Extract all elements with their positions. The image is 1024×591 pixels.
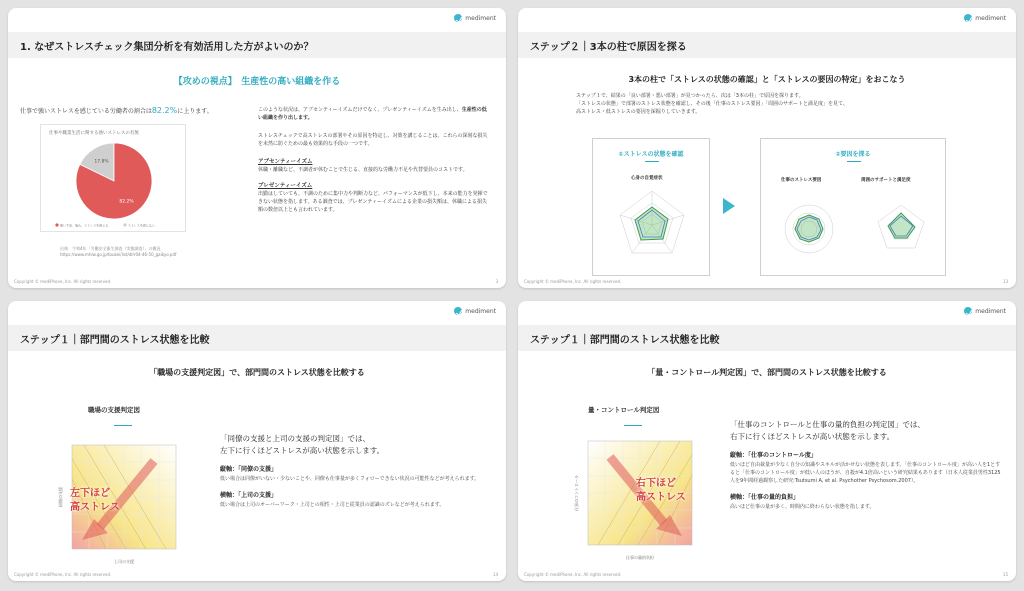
box-title: ①ストレスの状態を確認: [618, 151, 684, 158]
horizontal-axis-term: 横軸：「上司の支援」: [220, 492, 278, 499]
pie-chart-box: [40, 124, 186, 232]
legend-swatch: [123, 223, 126, 226]
page-number: 3: [495, 279, 498, 284]
slide-title: ステップ１｜部門間のストレス状態を比較: [20, 335, 210, 346]
radar-label-support: 周囲のサポートと満足度: [861, 178, 911, 183]
logo: [454, 307, 496, 315]
logo-text: mediment: [975, 307, 1006, 315]
headline: 「量・コントロール判定図」で、部門間のストレス状態を比較する: [647, 368, 887, 377]
radar-chart-symptoms: [593, 139, 711, 277]
slide-title: ステップ２｜3本の柱で原因を探る: [530, 42, 687, 53]
footer-copyright: Copyright © mediPhone, Inc. All rights reserved.: [524, 279, 622, 284]
x-axis-label: 仕事の量的負担: [626, 555, 654, 560]
logo: [964, 307, 1006, 315]
description-main-line-1: 「仕事のコントロールと仕事の量的負担の判定図」では、: [730, 420, 925, 429]
vertical-axis-term: 縦軸：「仕事のコントロール度」: [730, 452, 817, 459]
vertical-axis-text: 低い場合は同僚がいない・少ないことや、同僚も仕事量が多くフォローできない状況の可能性などが考えられます。: [220, 476, 480, 482]
paragraph-2: ストレスチェックで高ストレスの部署やその原因を特定し、対策を講じることは、これらの深刻な損失を未然に防ぐための最も効果的な手段の一つです。: [258, 133, 488, 147]
horizontal-axis-text: 低い場合は上司のオーバーワーク・上司との相性・上司と従業員の認識のズレなどが考えられます。: [220, 502, 445, 508]
description-main-line-2: 右下に行くほどストレスが高い状態を示します。: [730, 432, 895, 441]
chart-title: 職場の支援判定図: [88, 406, 140, 414]
legend-label: ストレスを感じない: [128, 223, 155, 228]
description: [730, 419, 1002, 519]
body-line-1: ステップ１で、結果の「良い部署・悪い部署」が見つかったら、次は「3本の柱」で原因を探ります。: [576, 93, 804, 99]
headline: 「職場の支援判定図」で、部門間のストレス状態を比較する: [149, 368, 365, 377]
chart-title-rule: [114, 425, 132, 426]
footer-copyright: Copyright © mediPhone, Inc. All rights reserved.: [14, 572, 112, 577]
slide-demand-control-chart: [518, 301, 1016, 581]
stress-state-box: [592, 138, 710, 276]
description-main: [220, 433, 490, 457]
logo-text: mediment: [465, 14, 496, 22]
logo: [454, 14, 496, 22]
legend-label: 強い不安、悩み、ストレスを感じる: [60, 223, 109, 228]
description-main-line-2: 左下に行くほどストレスが高い状態を示します。: [220, 446, 385, 455]
body-line-3: 高ストレス・低ストレスの要因を深掘りしていきます。: [576, 109, 701, 115]
slide-header: [518, 325, 1016, 351]
radar-label-symptoms: 心身の自覚症状: [631, 176, 663, 181]
high-stress-overlay: [70, 487, 120, 515]
overlay-line-1: 右下ほど: [636, 478, 676, 489]
pie-chart: [41, 125, 187, 233]
page-number: 13: [1002, 279, 1008, 284]
viewpoint-heading: 【攻めの視点】 生産性の高い組織を作る: [173, 77, 341, 87]
logo: [964, 14, 1006, 22]
overlay-line-2: 高ストレス: [70, 502, 120, 513]
radar-charts-causes: [761, 139, 947, 277]
term-presenteeism: プレゼンティーイズム: [258, 183, 313, 189]
slide-three-pillars: [518, 8, 1016, 288]
source-note: [60, 246, 210, 258]
term-presenteeism-text: 出勤はしていても、不調のために集中力や判断力など、パフォーマンスが低下し、本来の能力を発揮できない状態を指します。ある調査では、プレゼンティーイズムによる企業の損失額は、休職による損失額の数倍以上とも言われています。: [258, 191, 488, 213]
horizontal-axis-term: 横軸：「仕事の量的負担」: [730, 494, 800, 501]
horizontal-axis-text: 高いほど仕事の量が多く、時間内に終わらない状態を指します。: [730, 504, 875, 510]
y-axis-label: 仕事のコントロール: [574, 475, 579, 511]
logo-text: mediment: [975, 14, 1006, 22]
overlay-line-2: 高ストレス: [636, 492, 686, 503]
pie-chart-title: 仕事や職業生活に関する強いストレスの有無: [49, 131, 139, 136]
footer-copyright: Copyright © mediPhone, Inc. All rights reserved.: [524, 572, 622, 577]
description: [220, 433, 490, 517]
body-line-2: 「ストレスの状態」で部署のストレス状態を確認し、その後「仕事のストレス要因」「周囲のサポートと満足度」を見て、: [576, 101, 848, 107]
intro-percentage: 82.2%: [151, 106, 178, 115]
box-title: ②要因を探る: [835, 151, 871, 158]
pie-slice-label: 82.2%: [119, 199, 134, 205]
paragraph-1-text: このような状況は、アブセンティーイズムだけでなく、プレゼンティーイズムを生み出し、: [258, 107, 462, 113]
radar-label-stress-factors: 仕事のストレス要因: [781, 178, 822, 183]
x-axis-label: 上司の支援: [114, 559, 134, 564]
explanation-column: [258, 106, 490, 222]
slide-header: [8, 32, 506, 58]
page-number: 14: [492, 572, 498, 577]
paragraph-1-emphasis: 生産性の低い組織を作り出します。: [258, 107, 487, 121]
intro-sentence: [20, 106, 213, 115]
slide-support-chart: [8, 301, 506, 581]
intro-suffix: に上ります。: [177, 108, 213, 115]
footer-copyright: Copyright © mediPhone, Inc. All rights reserved.: [14, 279, 112, 284]
chart-title-rule: [624, 425, 642, 426]
slide-title: 1. なぜストレスチェック集団分析を有効活用した方がよいのか？: [20, 42, 314, 53]
overlay-line-1: 左下ほど: [70, 488, 110, 499]
source-label: 出典: [60, 246, 68, 251]
source-text: 令和4年「労働安全衛生調査（実態調査）」の概況 https://www.mhlw.go.jp/toukei/list/dl/r04-46-50_gaikyo.pdf: [60, 246, 177, 257]
headline: 3本の柱で「ストレスの状態の確認」と「ストレスの要因の特定」をおこなう: [628, 75, 906, 84]
high-stress-overlay: [636, 477, 686, 505]
paragraph-1: [258, 106, 490, 122]
intro-prefix: 仕事で強いストレスを感じている労働者の割合は: [20, 108, 152, 115]
mediment-logo-icon: [964, 14, 972, 22]
slide-why-group-analysis: [8, 8, 506, 288]
term-absenteeism: アブセンティーイズム: [258, 159, 313, 165]
vertical-axis-text: 低いほど自由裁量が少なく自分の知識やスキルが活かせない状態を表します。「仕事のコントロール度」が高い人を1とすると「仕事のコントロール度」が低い人のほうが、自殺が4.1倍高いという研究結果もあります（日本人従業員男性3125人を9年間経過観察した研究:Tsutsumi A, et al. Psychother Psychosom.2007）。: [730, 462, 1001, 484]
mediment-logo-icon: [964, 307, 972, 315]
chart-title: 量・コントロール判定図: [588, 406, 660, 414]
logo-text: mediment: [465, 307, 496, 315]
page-number: 15: [1002, 572, 1008, 577]
mediment-logo-icon: [454, 14, 462, 22]
body-text: [576, 92, 996, 116]
slide-header: [8, 325, 506, 351]
slide-title: ステップ１｜部門間のストレス状態を比較: [530, 335, 720, 346]
vertical-axis-term: 縦軸：「同僚の支援」: [220, 466, 278, 473]
legend-swatch: [55, 223, 58, 226]
description-main: [730, 419, 1002, 443]
y-axis-label: 同僚の支援: [58, 487, 63, 507]
arrow-right-icon: [723, 198, 735, 214]
term-absenteeism-text: 休職・離職など、不調者が休むことで生じる、直接的な労働力不足や代替要員のコストです。: [258, 167, 468, 173]
mediment-logo-icon: [454, 307, 462, 315]
slide-header: [518, 32, 1016, 58]
description-main-line-1: 「同僚の支援と上司の支援の判定図」では、: [220, 434, 370, 443]
pie-slice-label: 17.8%: [94, 159, 109, 165]
find-causes-box: [760, 138, 946, 276]
